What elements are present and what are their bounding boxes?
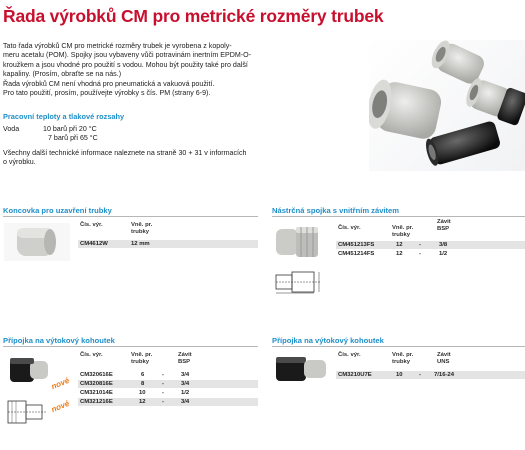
column-header: Čís. výr. <box>80 222 103 228</box>
table-row <box>78 398 258 406</box>
column-header: Čís. výr. <box>338 225 361 231</box>
tap-connector-photo-icon <box>8 352 52 388</box>
column-header: Vně. pr. trubky <box>131 352 153 365</box>
intro-text <box>3 42 293 98</box>
thread: 3/8 <box>439 242 448 248</box>
tube-od: 10 <box>139 390 146 396</box>
part-number: CM320816E <box>80 381 113 387</box>
tube-od: 6 <box>141 372 145 378</box>
table-end-cap <box>78 222 258 254</box>
column-header: Vně. pr. trubky <box>392 225 414 238</box>
part-number: CM320616E <box>80 372 113 378</box>
end-cap-photo-icon <box>4 223 70 261</box>
temps-heading: Pracovní teploty a tlakové rozsahy <box>3 112 125 121</box>
female-connector-drawing-icon <box>273 270 327 294</box>
tube-od: 12 mm <box>131 241 150 247</box>
thread: 3/4 <box>181 399 190 405</box>
info-line: o výrobku. <box>3 158 36 167</box>
fittings-photo-icon <box>369 40 525 171</box>
table-row <box>336 241 525 249</box>
intro-line: Tato řada výrobků CM pro metrické rozměry trubek je vyrobena z kopoly- <box>3 42 232 50</box>
tube-od: 12 <box>396 251 403 257</box>
intro-line: Řada výrobků CM není vhodná pro pneumatická a vakuová použití. <box>3 79 215 88</box>
info-text <box>3 149 293 168</box>
part-number: CM321216E <box>80 399 113 405</box>
section-title-end-cap: Koncovka pro uzavření trubky <box>3 206 112 215</box>
intro-line: meru acetalu (POM). Spojky jsou vybaveny vůči potravinám inertním EPDM-O- <box>3 51 251 60</box>
table-row <box>336 371 525 379</box>
intro-line: kroužkem a jsou vhodné pro použití s vodou. Mohou být použity také pro další <box>3 60 248 69</box>
intro-line: kapaliny. (Prosím, obraťte se na nás.) <box>3 70 122 79</box>
section-title-tap-connector: Přípojka na výtokový kohoutek <box>3 336 115 345</box>
new-badge: nové <box>49 398 71 415</box>
separator: - <box>162 372 164 378</box>
part-number: CM451213FS <box>338 242 375 248</box>
section-divider <box>3 216 258 217</box>
table-row <box>78 240 258 248</box>
separator: - <box>419 242 421 248</box>
table-row <box>78 371 258 379</box>
column-header: Čís. výr. <box>80 352 103 358</box>
part-number: CM451214FS <box>338 251 375 257</box>
tube-od: 10 <box>396 372 403 378</box>
page-title: Řada výrobků CM pro metrické rozměry trubek <box>3 6 384 26</box>
separator: - <box>162 399 164 405</box>
table-tap-connector-uns <box>336 352 525 382</box>
section-divider <box>3 346 258 347</box>
thread: 3/4 <box>181 372 190 378</box>
column-header: Vně. pr. trubky <box>392 352 414 365</box>
tube-od: 12 <box>139 399 146 405</box>
thread: 7/16-24 <box>434 372 454 378</box>
table-row <box>78 380 258 388</box>
table-tap-connector-bsp <box>78 352 258 412</box>
separator: - <box>162 381 164 387</box>
part-number: CM321014E <box>80 390 113 396</box>
separator: - <box>162 390 164 396</box>
column-header: Čís. výr. <box>338 352 361 358</box>
column-header: Závit BSP <box>178 352 192 365</box>
part-number: CM4612W <box>80 241 108 247</box>
uns-tap-connector-photo-icon <box>274 352 330 386</box>
section-title-female-connector: Nástrčná spojka s vnitřním závitem <box>272 206 400 215</box>
section-title-tap-connector-uns: Přípojka na výtokový kohoutek <box>272 336 384 345</box>
separator: - <box>419 251 421 257</box>
column-header: Vně. pr. trubky <box>131 222 153 235</box>
table-female-connector <box>336 219 525 267</box>
thread: 3/4 <box>181 381 190 387</box>
temps-label: Voda <box>3 125 20 133</box>
product-photo <box>369 40 525 171</box>
table-row <box>336 250 525 258</box>
column-header: Závit UNS <box>437 352 451 365</box>
section-divider <box>272 346 525 347</box>
section-divider <box>272 216 525 217</box>
tube-od: 8 <box>141 381 145 387</box>
thread: 1/2 <box>439 251 448 257</box>
female-connector-photo-icon <box>272 223 330 261</box>
temps-value: 7 barů při 65 °C <box>48 134 98 143</box>
thread: 1/2 <box>181 390 190 396</box>
temps-value: 10 barů při 20 °C <box>43 125 97 133</box>
intro-line: Pro tato použití, prosím, používejte výrobky s čís. PM (strany 6-9). <box>3 89 211 98</box>
tap-connector-drawing-icon <box>6 398 50 426</box>
part-number: CM3210U7E <box>338 372 372 378</box>
info-line: Všechny další technické informace naleznete na straně 30 + 31 v informacích <box>3 149 247 157</box>
table-row <box>78 389 258 397</box>
separator: - <box>419 372 421 378</box>
new-badge: nové <box>49 375 71 392</box>
tube-od: 12 <box>396 242 403 248</box>
column-header: Závit BSP <box>437 219 451 232</box>
